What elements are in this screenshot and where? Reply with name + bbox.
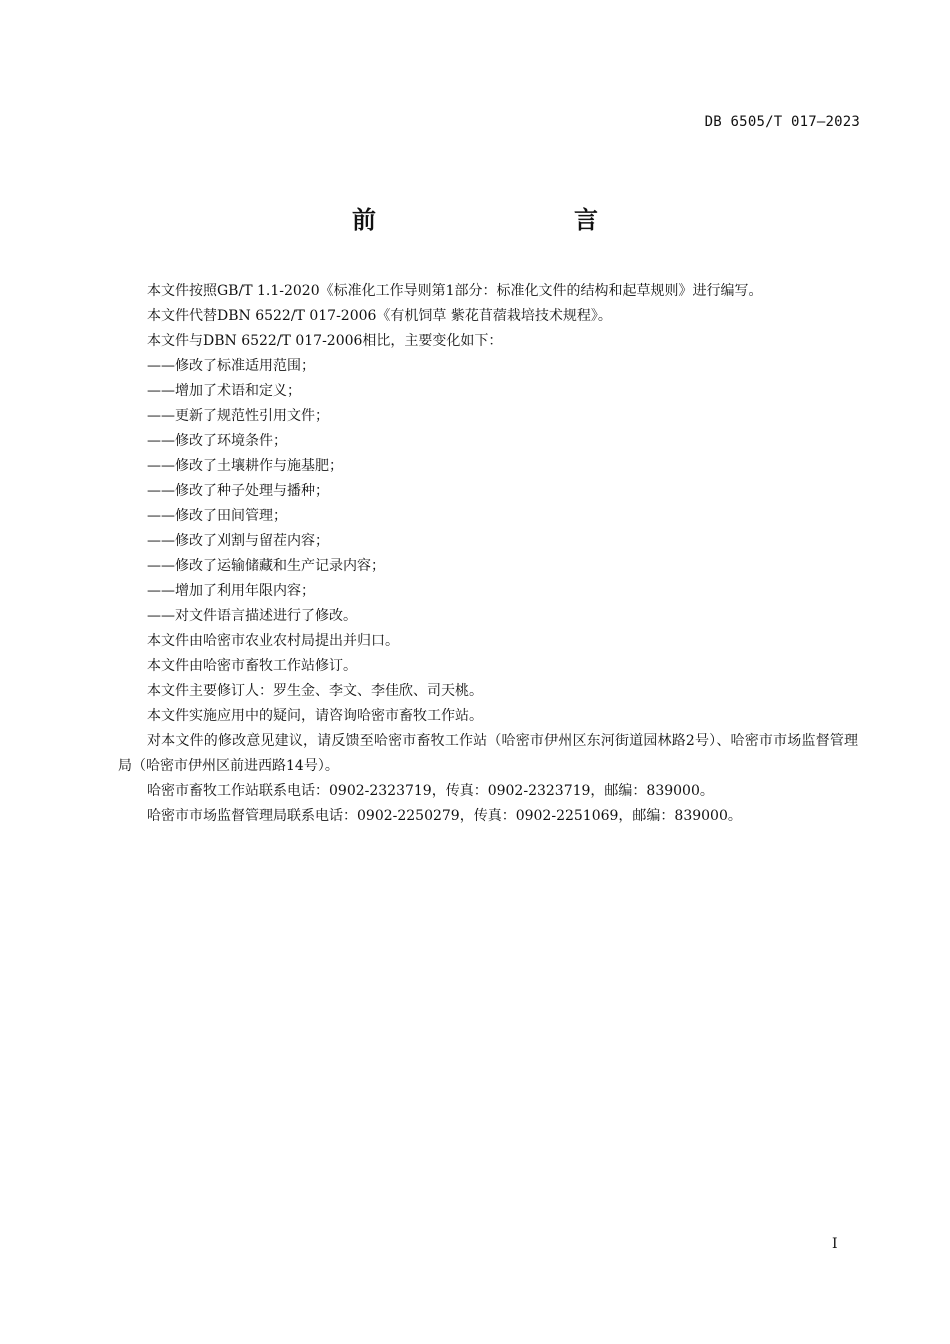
page-title: 前 言 [352,206,648,234]
page-number: I [832,1236,838,1252]
contact-bureau-paragraph: 哈密市市场监督管理局联系电话：0902-2250279，传真：0902-2251069，邮编：839000。 [147,808,742,824]
revisers-paragraph: 本文件主要修订人：罗生金、李文、李佳欣、司天桃。 [147,683,483,699]
intro-paragraph: 本文件与DBN 6522/T 017-2006相比，主要变化如下： [147,333,503,349]
change-item: ——修改了土壤耕作与施基肥； [147,458,343,474]
change-item: ——修改了标准适用范围； [147,358,315,374]
change-item: ——对文件语言描述进行了修改。 [147,608,357,624]
change-item: ——增加了术语和定义； [147,383,301,399]
change-item: ——修改了环境条件； [147,433,287,449]
change-item: ——修改了运输储藏和生产记录内容； [147,558,385,574]
change-item: ——修改了田间管理； [147,508,287,524]
feedback-paragraph: 对本文件的修改意见建议，请反馈至哈密市畜牧工作站（哈密市伊州区东河街道园林路2号）、哈密市市场监督管理局（哈密市伊州区前进西路14号）。 [118,733,858,774]
change-item: ——修改了刈割与留茬内容； [147,533,329,549]
document-code: DB 6505/T 017—2023 [704,114,860,130]
intro-paragraph: 本文件按照GB/T 1.1-2020《标准化工作导则第1部分：标准化文件的结构和起草规则》进行编写。 [147,283,763,299]
change-item: ——增加了利用年限内容； [147,583,315,599]
foreword-body [118,279,858,829]
proposer-paragraph: 本文件由哈密市农业农村局提出并归口。 [147,633,399,649]
change-item: ——更新了规范性引用文件； [147,408,329,424]
contact-station-paragraph: 哈密市畜牧工作站联系电话：0902-2323719，传真：0902-2323719，邮编：839000。 [147,783,714,799]
reviser-org-paragraph: 本文件由哈密市畜牧工作站修订。 [147,658,357,674]
changes-list [118,354,858,629]
inquiry-paragraph: 本文件实施应用中的疑问，请咨询哈密市畜牧工作站。 [147,708,483,724]
intro-paragraph: 本文件代替DBN 6522/T 017-2006《有机饲草 紫花苜蓿栽培技术规程》。 [147,308,612,324]
change-item: ——修改了种子处理与播种； [147,483,329,499]
